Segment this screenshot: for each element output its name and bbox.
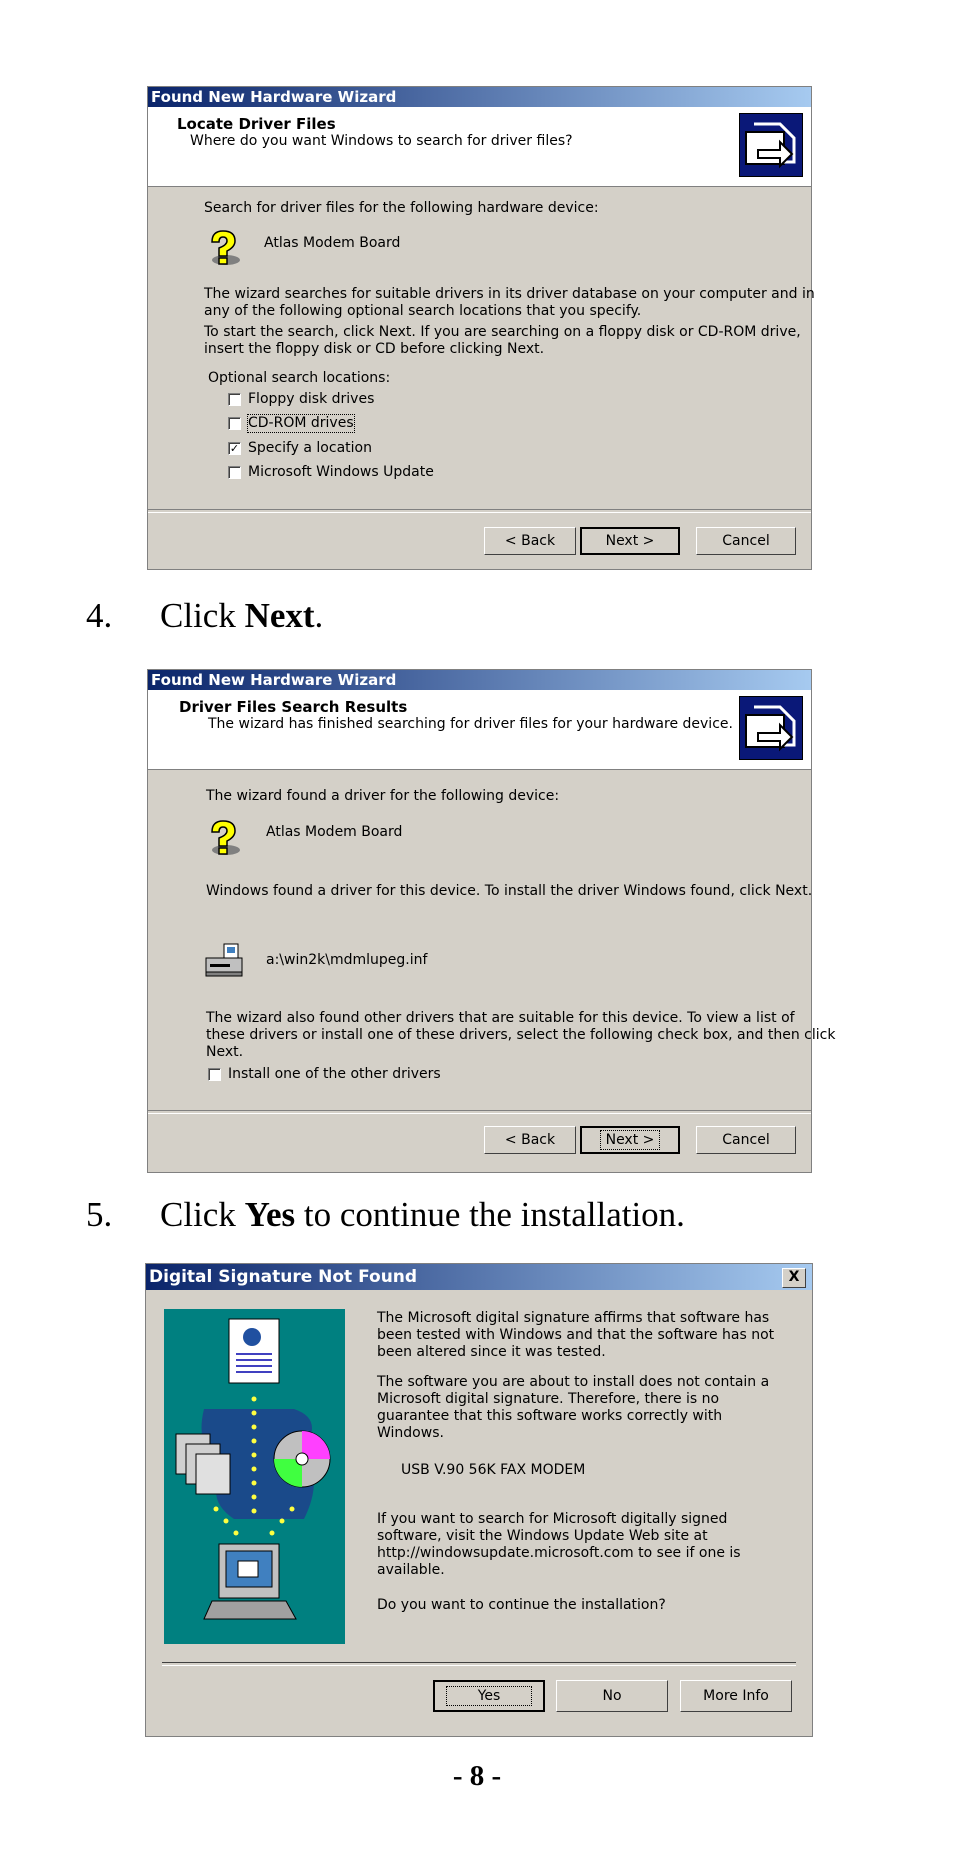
next-button-label: Next > [602, 1132, 659, 1148]
install-other-drivers-checkbox[interactable] [208, 1068, 221, 1081]
warning-para-line: Windows. [377, 1425, 444, 1441]
step-text: Click [160, 1195, 245, 1234]
search-label: Search for driver files for the following hardware device: [204, 200, 599, 216]
header-subtitle: The wizard has finished searching for driver files for your hardware device. [208, 716, 733, 732]
device-name: USB V.90 56K FAX MODEM [401, 1462, 586, 1478]
dialog-title-bar [146, 1264, 812, 1290]
other-drivers-line: these drivers or install one of these drivers, select the following check box, and then click [206, 1027, 836, 1043]
update-para-line: software, visit the Windows Update Web site at [377, 1528, 708, 1544]
windows-update-checkbox[interactable] [228, 466, 241, 479]
header-title: Locate Driver Files [177, 115, 336, 133]
install-other-drivers-label[interactable]: Install one of the other drivers [228, 1066, 441, 1082]
page-number: - 8 - [452, 1760, 502, 1792]
signature-para-line: been tested with Windows and that the software has not [377, 1327, 775, 1343]
computer-disk-illustration-icon [164, 1309, 345, 1644]
driver-search-results-dialog [147, 669, 836, 1173]
digital-signature-dialog [145, 1263, 813, 1737]
step-number: 5. [86, 1195, 113, 1234]
step-5-instruction [86, 1195, 685, 1235]
dialog-title-bar [148, 87, 811, 107]
more-info-button[interactable]: More Info [680, 1680, 792, 1712]
header-subtitle: Where do you want Windows to search for driver files? [190, 133, 573, 149]
specify-location-label[interactable]: Specify a location [248, 440, 372, 456]
dialog-title: Found New Hardware Wizard [151, 671, 397, 689]
other-drivers-line: The wizard also found other drivers that are suitable for this device. To view a list of [206, 1010, 795, 1026]
back-button[interactable]: < Back [484, 527, 576, 555]
step-4-instruction [86, 596, 323, 636]
back-button[interactable]: < Back [484, 1126, 576, 1154]
update-para-line: available. [377, 1562, 445, 1578]
no-button[interactable]: No [556, 1680, 668, 1712]
setup-information-file-icon [204, 942, 244, 978]
warning-para-line: guarantee that this software works correctly with [377, 1408, 723, 1424]
description-line: The wizard searches for suitable drivers in its driver database on your computer and in [204, 286, 815, 302]
instruction-line: To start the search, click Next. If you are searching on a floppy disk or CD-ROM drive, [204, 324, 801, 340]
dialog-title: Digital Signature Not Found [149, 1267, 418, 1287]
optional-locations-label: Optional search locations: [208, 370, 391, 386]
header-title: Driver Files Search Results [179, 698, 408, 716]
cd-rom-label[interactable]: CD-ROM drives [248, 415, 354, 431]
step-text: . [314, 596, 324, 635]
button-separator [162, 1662, 796, 1666]
unknown-device-icon [204, 818, 244, 858]
warning-para-line: Microsoft digital signature. Therefore, there is no [377, 1391, 720, 1407]
other-drivers-line: Next. [206, 1044, 244, 1060]
signature-illustration [164, 1309, 345, 1644]
signature-para-line: The Microsoft digital signature affirms that software has [377, 1310, 770, 1326]
warning-para-line: The software you are about to install does not contain a [377, 1374, 770, 1390]
step-text: to continue the installation. [295, 1195, 685, 1234]
description-line: any of the following optional search locations that you specify. [204, 303, 642, 319]
yes-button[interactable] [433, 1680, 545, 1712]
floppy-disk-label[interactable]: Floppy disk drives [248, 391, 375, 407]
unknown-device-icon [204, 228, 244, 268]
specify-location-checkbox[interactable]: ✓ [229, 442, 240, 455]
hardware-wizard-icon [739, 696, 803, 760]
dialog-title-bar [148, 670, 811, 690]
step-text: Click [160, 596, 245, 635]
windows-update-label[interactable]: Microsoft Windows Update [248, 464, 434, 480]
device-name: Atlas Modem Board [266, 824, 403, 840]
next-button[interactable]: Next > [580, 527, 680, 555]
instruction-line: insert the floppy disk or CD before clicking Next. [204, 341, 545, 357]
driver-file-path: a:\win2k\mdmlupeg.inf [266, 952, 428, 968]
floppy-disk-checkbox[interactable] [228, 393, 241, 406]
close-button[interactable]: X [782, 1268, 806, 1288]
button-separator [148, 509, 811, 513]
found-driver-text: Windows found a driver for this device. To install the driver Windows found, click Next. [206, 883, 813, 899]
continue-question: Do you want to continue the installation? [377, 1597, 666, 1613]
dialog-title: Found New Hardware Wizard [151, 88, 397, 106]
hardware-wizard-icon [739, 113, 803, 177]
found-label: The wizard found a driver for the following device: [206, 788, 560, 804]
wizard-header [148, 107, 811, 187]
cancel-button[interactable]: Cancel [696, 1126, 796, 1154]
step-bold-text: Yes [244, 1195, 296, 1234]
wizard-header [148, 690, 811, 770]
device-name: Atlas Modem Board [264, 235, 401, 251]
yes-button-label: Yes [448, 1688, 531, 1704]
next-button[interactable] [580, 1126, 680, 1154]
step-bold-text: Next [244, 596, 315, 635]
update-para-line: If you want to search for Microsoft digitally signed [377, 1511, 728, 1527]
cd-rom-checkbox[interactable] [228, 417, 241, 430]
cancel-button[interactable]: Cancel [696, 527, 796, 555]
locate-driver-files-dialog [147, 86, 815, 570]
button-separator [148, 1110, 811, 1114]
update-para-line: http://windowsupdate.microsoft.com to see if one is [377, 1545, 741, 1561]
signature-para-line: been altered since it was tested. [377, 1344, 606, 1360]
step-number: 4. [86, 596, 113, 635]
